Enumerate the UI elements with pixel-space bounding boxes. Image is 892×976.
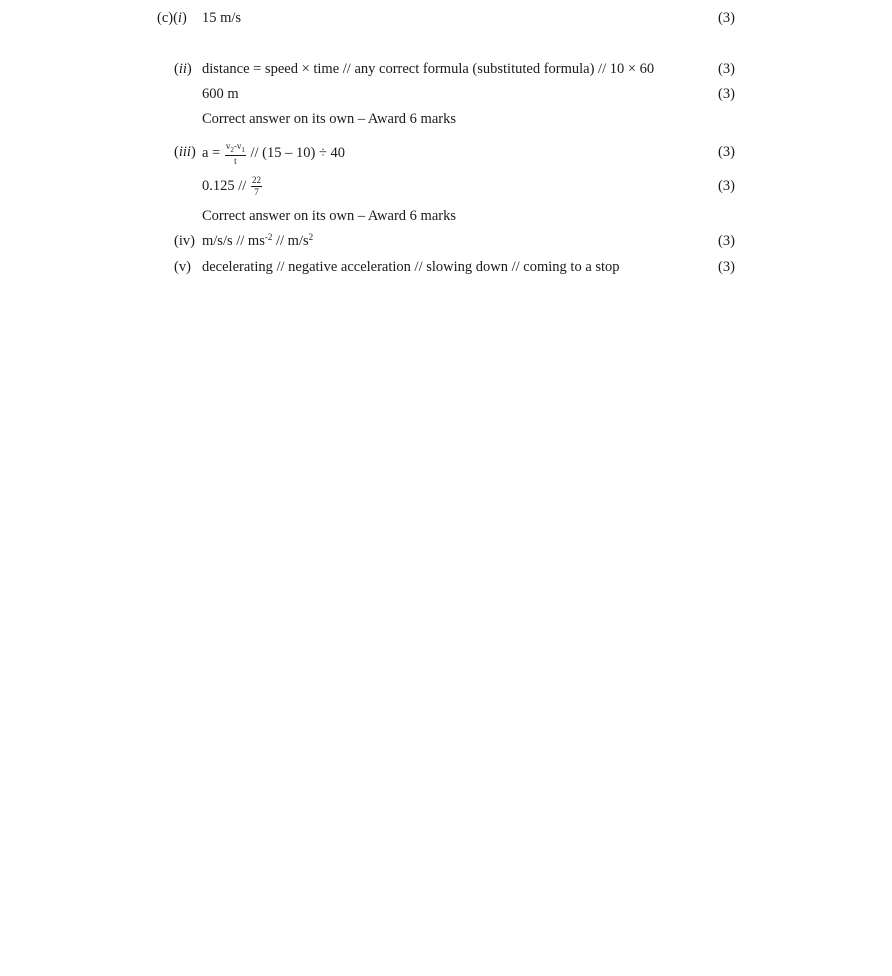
fraction-numerator: $v_2-v_1$: [225, 141, 245, 154]
acceleration-fraction: [225, 142, 246, 166]
marks-value: (3): [718, 61, 735, 77]
marking-note: Correct answer on its own – Award 6 marks: [202, 208, 456, 224]
answer-text: 600 m: [202, 86, 239, 102]
fraction-denominator: t: [234, 155, 237, 166]
marking-note: Correct answer on its own – Award 6 marks: [202, 111, 456, 127]
answer-text: decelerating // negative acceleration // slowing down // coming to a stop: [202, 259, 620, 275]
item-c-iii: [0, 141, 892, 166]
marks-value: (3): [718, 10, 735, 26]
fraction-numerator: 22: [251, 175, 261, 186]
item-label: (c)(i): [157, 10, 187, 26]
item-c-i: [0, 8, 892, 28]
formula: a = $\frac{v_2-v_1}{t}$ // (15 – 10) ÷ 40: [202, 141, 346, 166]
marks-value: (3): [718, 178, 735, 194]
fraction-denominator: 7: [254, 187, 259, 198]
item-c-ii-note: [0, 109, 892, 129]
item-label: (ii): [174, 61, 192, 77]
item-label: (v): [174, 259, 191, 275]
item-label: (iii): [174, 144, 196, 160]
answer-text: 0.125 // $\frac{22}{7}$: [202, 175, 261, 198]
item-c-v: [0, 257, 892, 277]
marks-value: (3): [718, 259, 735, 275]
answer-text: $m/s/s // ms^{-2} // m/s^2$: [202, 232, 314, 249]
item-c-iii-note: [0, 206, 892, 226]
marks-value: (3): [718, 144, 735, 160]
item-c-iv: [0, 231, 892, 251]
marks-value: (3): [718, 86, 735, 102]
item-c-ii: [0, 59, 892, 79]
item-label: (iv): [174, 233, 195, 249]
answer-fraction: [251, 176, 262, 197]
answer-text: 15 m/s: [202, 10, 242, 26]
marks-value: (3): [718, 233, 735, 249]
item-c-ii-answer: [0, 84, 892, 104]
answer-text: distance = speed × time // any correct formula (substituted formula) // 10 × 60: [202, 61, 655, 77]
item-c-iii-answer: [0, 176, 892, 196]
